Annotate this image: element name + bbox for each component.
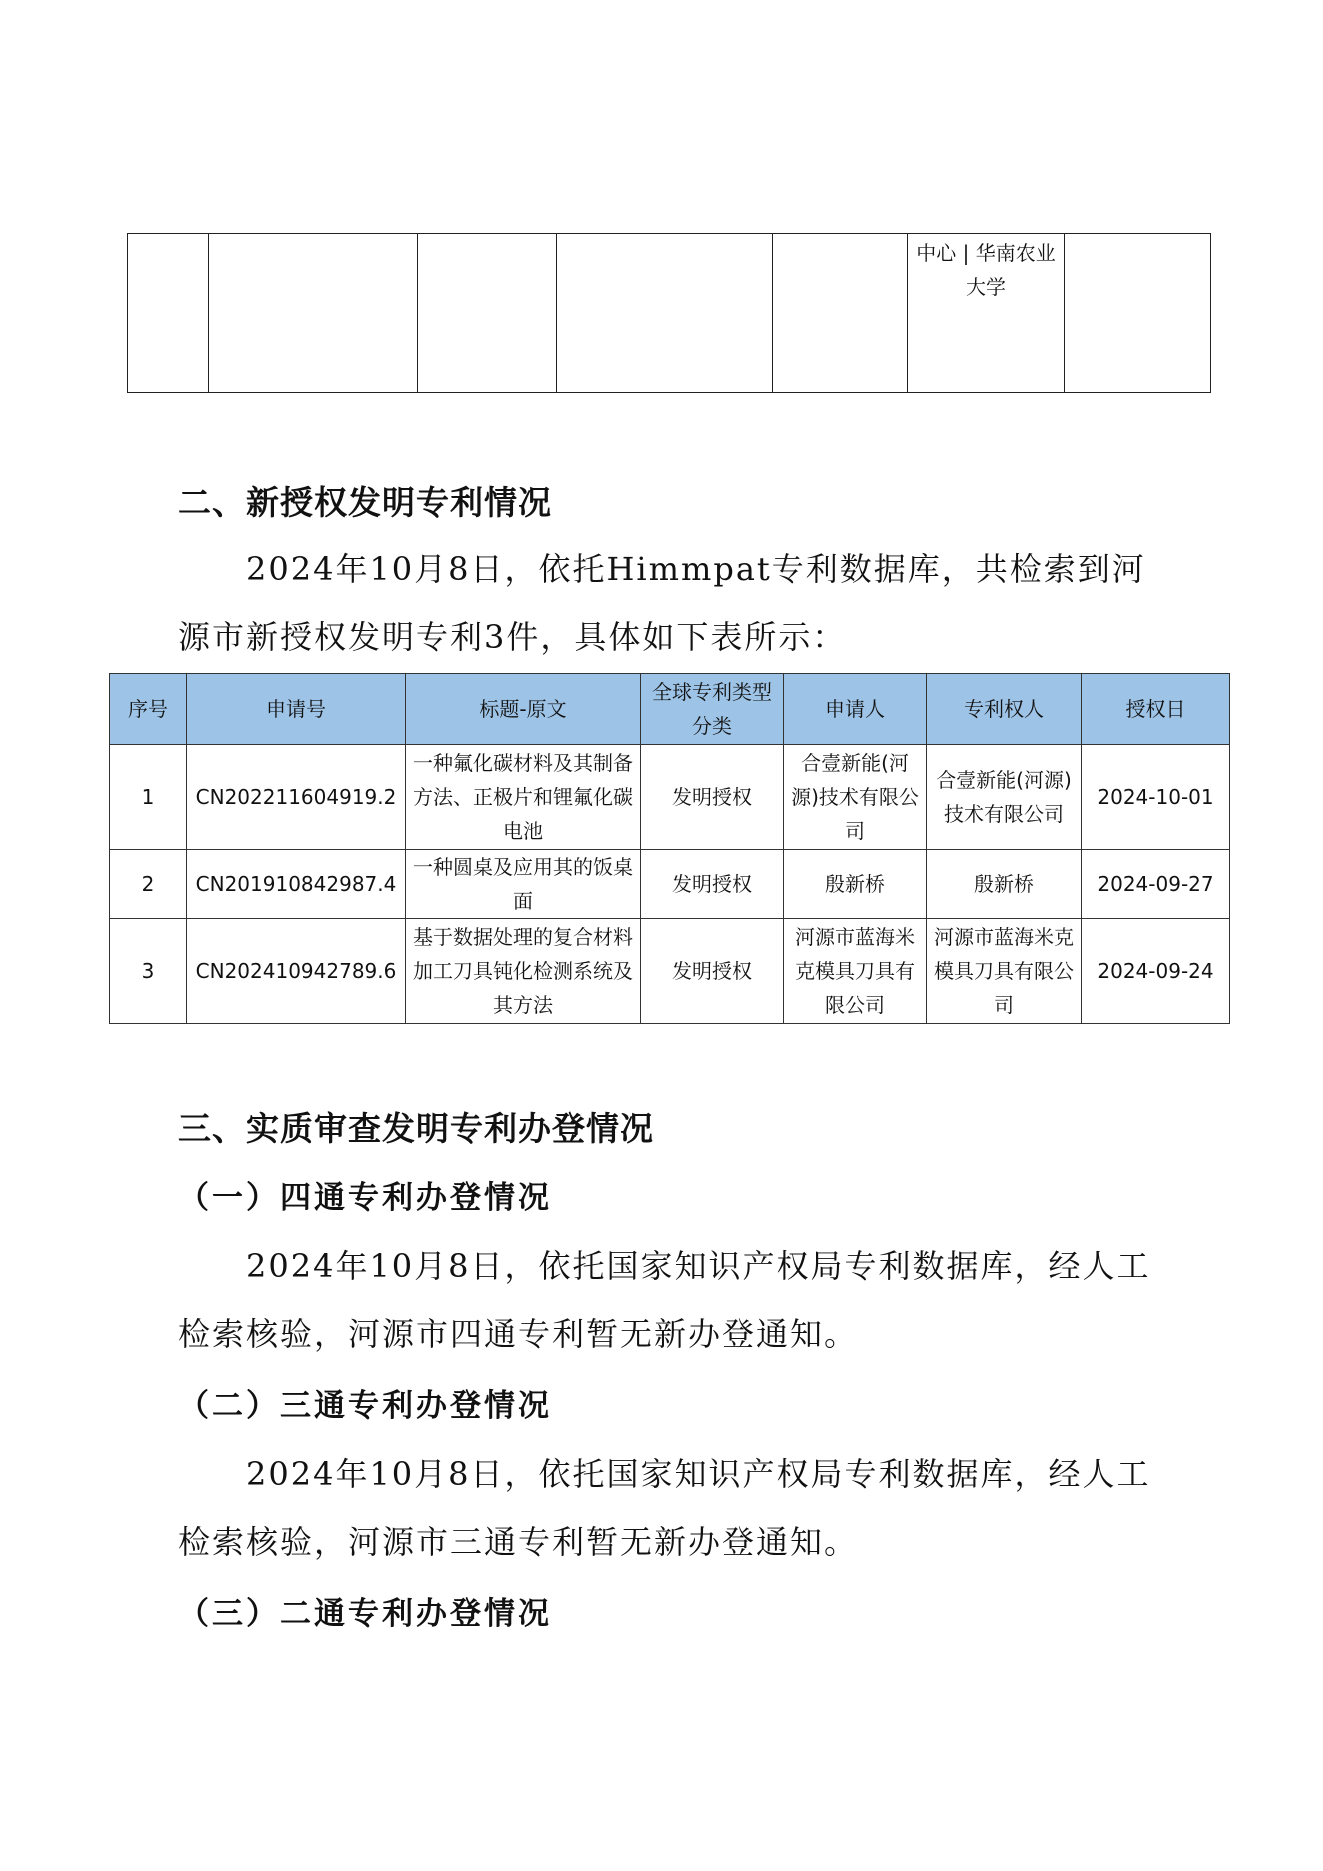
header-cell: 申请人 bbox=[784, 674, 927, 745]
header-cell: 专利权人 bbox=[927, 674, 1082, 745]
row-number: 1 bbox=[110, 745, 187, 850]
grant-date: 2024-10-01 bbox=[1082, 745, 1230, 850]
row-number: 2 bbox=[110, 850, 187, 919]
continuation-table bbox=[127, 233, 1211, 393]
table-header-row bbox=[110, 674, 1230, 745]
table-cell bbox=[1065, 234, 1211, 393]
patent-owner: 河源市蓝海米克模具刀具有限公司 bbox=[927, 919, 1082, 1024]
table-cell bbox=[128, 234, 209, 393]
table-cell bbox=[773, 234, 908, 393]
section2-paragraph: 2024年10月8日，依托Himmpat专利数据库，共检索到河源市新授权发明专利3件，具体如下表所示： bbox=[178, 550, 1146, 656]
header-cell: 序号 bbox=[110, 674, 187, 745]
table-row bbox=[110, 745, 1230, 850]
subsection3-heading: （三）二通专利办登情况 bbox=[178, 1596, 552, 1632]
header-cell: 标题-原文 bbox=[406, 674, 641, 745]
patent-type: 发明授权 bbox=[641, 919, 784, 1024]
patent-title: 一种氟化碳材料及其制备方法、正极片和锂氟化碳电池 bbox=[406, 745, 641, 850]
applicant: 殷新桥 bbox=[784, 850, 927, 919]
applicant: 河源市蓝海米克模具刀具有限公司 bbox=[784, 919, 927, 1024]
table-cell: 中心 | 华南农业大学 bbox=[908, 234, 1065, 393]
header-cell: 申请号 bbox=[187, 674, 406, 745]
subsection2-paragraph: 2024年10月8日，依托国家知识产权局专利数据库，经人工检索核验，河源市三通专利暂无新办登通知。 bbox=[178, 1455, 1151, 1561]
patent-type: 发明授权 bbox=[641, 745, 784, 850]
table-cell bbox=[209, 234, 418, 393]
table-cell bbox=[418, 234, 557, 393]
application-number: CN202410942789.6 bbox=[187, 919, 406, 1024]
patent-title: 基于数据处理的复合材料加工刀具钝化检测系统及其方法 bbox=[406, 919, 641, 1024]
application-number: CN201910842987.4 bbox=[187, 850, 406, 919]
subsection1-heading: （一）四通专利办登情况 bbox=[178, 1180, 552, 1216]
grant-date: 2024-09-24 bbox=[1082, 919, 1230, 1024]
table-row bbox=[110, 850, 1230, 919]
patent-owner: 殷新桥 bbox=[927, 850, 1082, 919]
header-cell: 全球专利类型分类 bbox=[641, 674, 784, 745]
header-cell: 授权日 bbox=[1082, 674, 1230, 745]
row-number: 3 bbox=[110, 919, 187, 1024]
application-number: CN202211604919.2 bbox=[187, 745, 406, 850]
section3-heading: 三、实质审查发明专利办登情况 bbox=[178, 1109, 654, 1148]
patent-owner: 合壹新能(河源)技术有限公司 bbox=[927, 745, 1082, 850]
subsection2-heading: （二）三通专利办登情况 bbox=[178, 1388, 552, 1424]
applicant: 合壹新能(河源)技术有限公司 bbox=[784, 745, 927, 850]
section2-heading: 二、新授权发明专利情况 bbox=[178, 483, 552, 522]
patent-table bbox=[109, 673, 1230, 1024]
patent-title: 一种圆桌及应用其的饭桌面 bbox=[406, 850, 641, 919]
patent-type: 发明授权 bbox=[641, 850, 784, 919]
table-row bbox=[110, 919, 1230, 1024]
table-cell bbox=[557, 234, 773, 393]
grant-date: 2024-09-27 bbox=[1082, 850, 1230, 919]
subsection1-paragraph: 2024年10月8日，依托国家知识产权局专利数据库，经人工检索核验，河源市四通专利暂无新办登通知。 bbox=[178, 1247, 1151, 1353]
